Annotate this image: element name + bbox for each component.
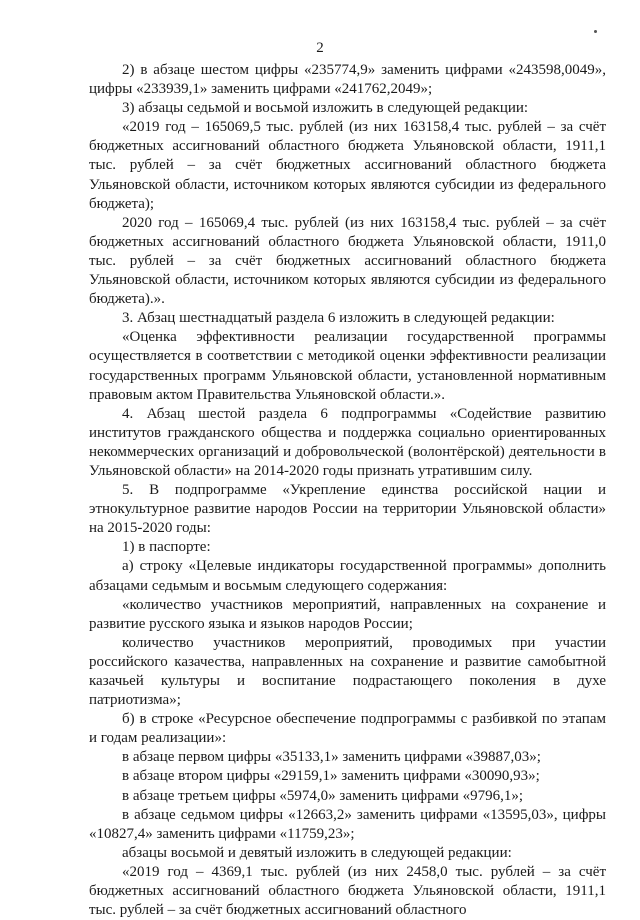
paragraph-11: «количество участников мероприятий, направленных на сохранение и развитие русского языка и языков народов России; xyxy=(89,596,606,632)
paragraph-9: 1) в паспорте: xyxy=(122,539,211,556)
paragraph-15: в абзаце втором цифры «29159,1» заменить цифрами «30090,93»; xyxy=(122,768,540,785)
paragraph-13: б) в строке «Ресурсное обеспечение подпрограммы с разбивкой по этапам и годам реализации»: xyxy=(89,711,606,747)
paragraph-5: 3. Абзац шестнадцатый раздела 6 изложить в следующей редакции: xyxy=(122,310,555,327)
paragraph-10: а) строку «Целевые индикаторы государственной программы» дополнить абзацами седьмым и восьмым следующего содержания: xyxy=(89,558,606,594)
document-body xyxy=(89,61,606,920)
page-number: 2 xyxy=(316,40,324,56)
paragraph-16: в абзаце третьем цифры «5974,0» заменить цифрами «9796,1»; xyxy=(122,787,523,804)
paragraph-17: в абзаце седьмом цифры «12663,2» заменить цифрами «13595,03», цифры «10827,4» заменить цифрами «11759,23»; xyxy=(89,806,606,842)
paragraph-3: «2019 год – 165069,5 тыс. рублей (из них 163158,4 тыс. рублей – за счёт бюджетных ассигнований областного бюджета Ульяновской области, 1911,1 тыс. рублей – за счёт бюджетных ассигнований областного бюджета Ульяновской области, источником которых являются субсидии из федерального бюджета); xyxy=(89,119,606,212)
paragraph-18: абзацы восьмой и девятый изложить в следующей редакции: xyxy=(122,844,512,861)
paragraph-4: 2020 год – 165069,4 тыс. рублей (из них 163158,4 тыс. рублей – за счёт бюджетных ассигнований областного бюджета Ульяновской области, 1911,0 тыс. рублей – за счёт бюджетных ассигнований областного бюджета Ульяновской области, источником которых являются субсидии из федерального бюджета).». xyxy=(89,214,606,308)
paragraph-8: 5. В подпрограмме «Укрепление единства российской нации и этнокультурное развитие народов России на территории Ульяновской области» на 2015-2020 годы: xyxy=(89,482,606,537)
paragraph-2: 3) абзацы седьмой и восьмой изложить в следующей редакции: xyxy=(122,100,529,117)
paragraph-6: «Оценка эффективности реализации государственной программы осуществляется в соответствии с методикой оценки эффективности реализации государственных программ Ульяновской области, установленной нормативным правовым актом Правительства Ульяновской области.». xyxy=(89,329,606,403)
paragraph-14: в абзаце первом цифры «35133,1» заменить цифрами «39887,03»; xyxy=(122,749,541,766)
paragraph-7: 4. Абзац шестой раздела 6 подпрограммы «Содействие развитию институтов гражданского общества и поддержка социально ориентированных некоммерческих организаций и добровольческой (волонтёрской) деятельности в Ульяновской области» на 2014-2020 годы признать утратившим силу. xyxy=(89,405,606,479)
scan-mark xyxy=(594,30,597,33)
paragraph-19: «2019 год – 4369,1 тыс. рублей (из них 2458,0 тыс. рублей – за счёт бюджетных ассигнований областного бюджета Ульяновской области, 1911,1 тыс. рублей – за счёт бюджетных ассигнований областного xyxy=(89,863,606,919)
paragraph-1: 2) в абзаце шестом цифры «235774,9» заменить цифрами «243598,0049», цифры «233939,1» заменить цифрами «241762,2049»; xyxy=(89,62,606,98)
paragraph-12: количество участников мероприятий, проводимых при участии российского казачества, направленных на сохранение и развитие самобытной казачьей культуры и воспитание подрастающего поколения в духе патриотизма»; xyxy=(89,634,606,709)
